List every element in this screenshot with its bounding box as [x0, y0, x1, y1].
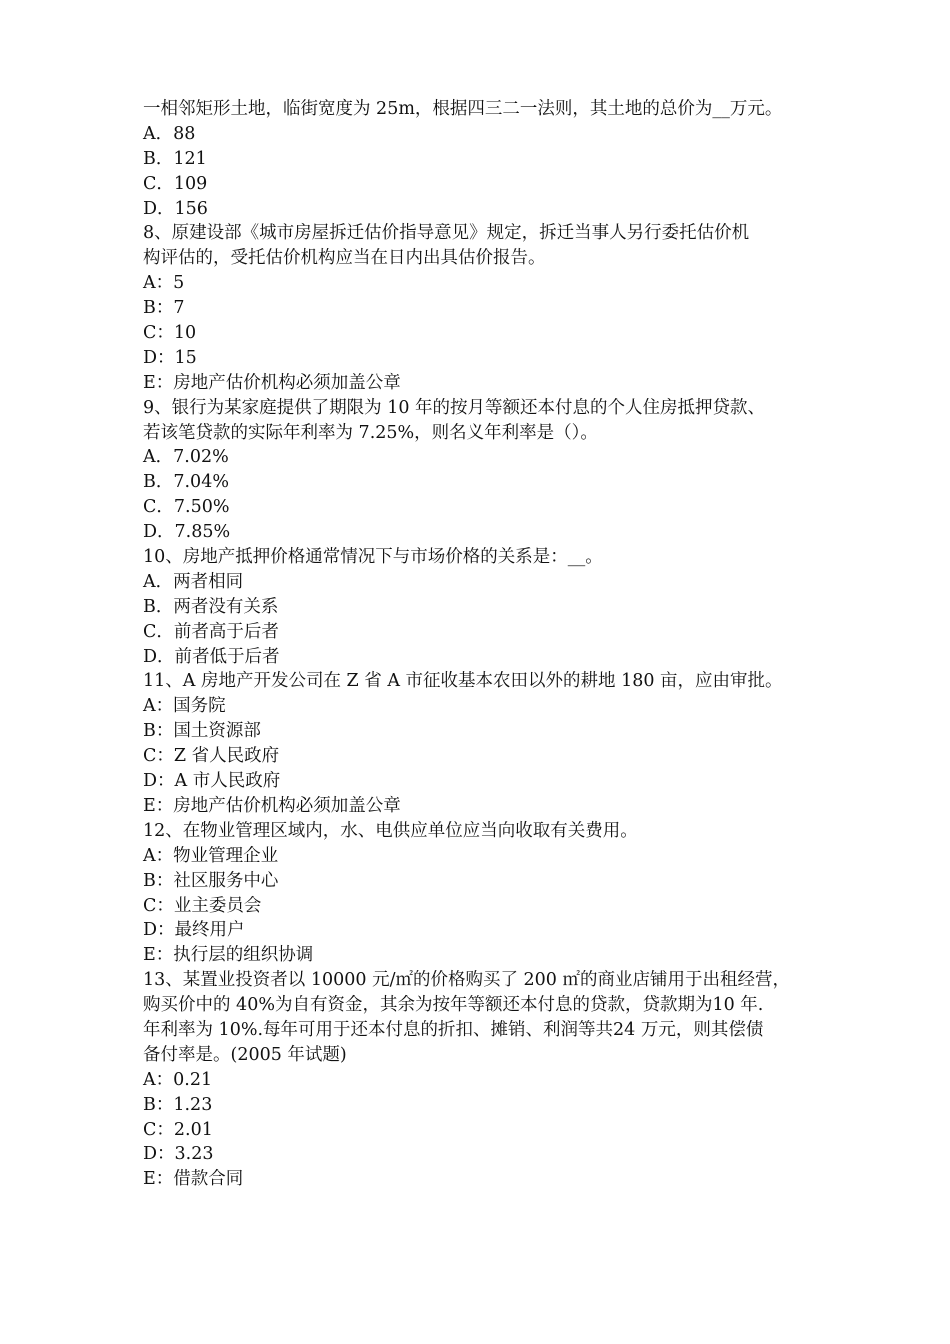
answer-option: D：最终用户 — [143, 920, 245, 941]
answer-option: B．121 — [143, 148, 207, 169]
question-block — [143, 396, 813, 545]
answer-option: C：2.01 — [143, 1119, 213, 1140]
answer-option: C：Z 省人民政府 — [143, 746, 280, 767]
answer-option: A：0.21 — [143, 1069, 213, 1090]
answer-option: E：执行层的组织协调 — [143, 945, 314, 966]
question-stem-line: 12、在物业管理区域内，水、电供应单位应当向收取有关费用。 — [143, 820, 638, 841]
question-stem-line: 13、某置业投资者以 10000 元/㎡的价格购买了 200 ㎡的商业店铺用于出租经营， — [143, 970, 790, 991]
question-stem-line: 购买价中的 40%为自有资金，其余为按年等额还本付息的贷款，贷款期为10 年. — [143, 995, 764, 1016]
answer-option: C．前者高于后者 — [143, 621, 279, 642]
answer-option: D．156 — [143, 198, 208, 219]
answer-option: A．88 — [143, 123, 196, 144]
question-stem-line: 一相邻矩形土地，临街宽度为 25m，根据四三二一法则，其土地的总价为__万元。 — [143, 99, 783, 119]
answer-option: C：业主委员会 — [143, 895, 262, 916]
question-block — [143, 669, 813, 818]
answer-option: B：国土资源部 — [143, 721, 261, 742]
question-stem-line: 11、A 房地产开发公司在 Z 省 A 市征收基本农田以外的耕地 180 亩，应由审批。 — [143, 671, 783, 692]
question-stem-line: 若该笔贷款的实际年利率为 7.25%，则名义年利率是（）。 — [143, 422, 598, 443]
question-block — [143, 545, 813, 669]
answer-option: C．109 — [143, 173, 208, 194]
question-block — [143, 968, 813, 1192]
question-stem-line: 构评估的，受托估价机构应当在日内出具估价报告。 — [143, 248, 546, 269]
question-stem-line: 8、原建设部《城市房屋拆迁估价指导意见》规定，拆迁当事人另行委托估价机 — [143, 223, 750, 244]
answer-option: B．7.04% — [143, 472, 229, 493]
answer-option: C：10 — [143, 323, 197, 344]
answer-option: A．7.02% — [143, 447, 229, 468]
answer-option: E：借款合同 — [143, 1169, 244, 1190]
question-stem-line: 年利率为 10%.每年可用于还本付息的折扣、摊销、利润等共24 万元，则其偿债 — [143, 1019, 764, 1040]
answer-option: D．7.85% — [143, 522, 231, 543]
question-stem-line: 备付率是。(2005 年试题) — [143, 1044, 347, 1065]
answer-option: D：A 市人民政府 — [143, 771, 281, 792]
question-block — [143, 221, 813, 395]
document-page — [143, 97, 813, 1192]
answer-option: D：15 — [143, 347, 197, 368]
answer-option: B．两者没有关系 — [143, 596, 279, 617]
answer-option: B：7 — [143, 298, 185, 319]
question-stem-line: 10、房地产抵押价格通常情况下与市场价格的关系是：__。 — [143, 547, 603, 568]
answer-option: A：物业管理企业 — [143, 845, 279, 866]
answer-option: B：1.23 — [143, 1094, 213, 1115]
answer-option: A．两者相同 — [143, 571, 244, 592]
question-block — [143, 97, 813, 221]
answer-option: D．前者低于后者 — [143, 646, 280, 667]
answer-option: E：房地产估价机构必须加盖公章 — [143, 795, 401, 816]
question-stem-line: 9、银行为某家庭提供了期限为 10 年的按月等额还本付息的个人住房抵押贷款、 — [143, 397, 766, 418]
answer-option: D：3.23 — [143, 1144, 214, 1165]
answer-option: C．7.50% — [143, 497, 230, 518]
answer-option: E：房地产估价机构必须加盖公章 — [143, 372, 401, 393]
answer-option: B：社区服务中心 — [143, 870, 279, 891]
answer-option: A：5 — [143, 273, 185, 294]
answer-option: A：国务院 — [143, 696, 226, 717]
question-block — [143, 819, 813, 968]
